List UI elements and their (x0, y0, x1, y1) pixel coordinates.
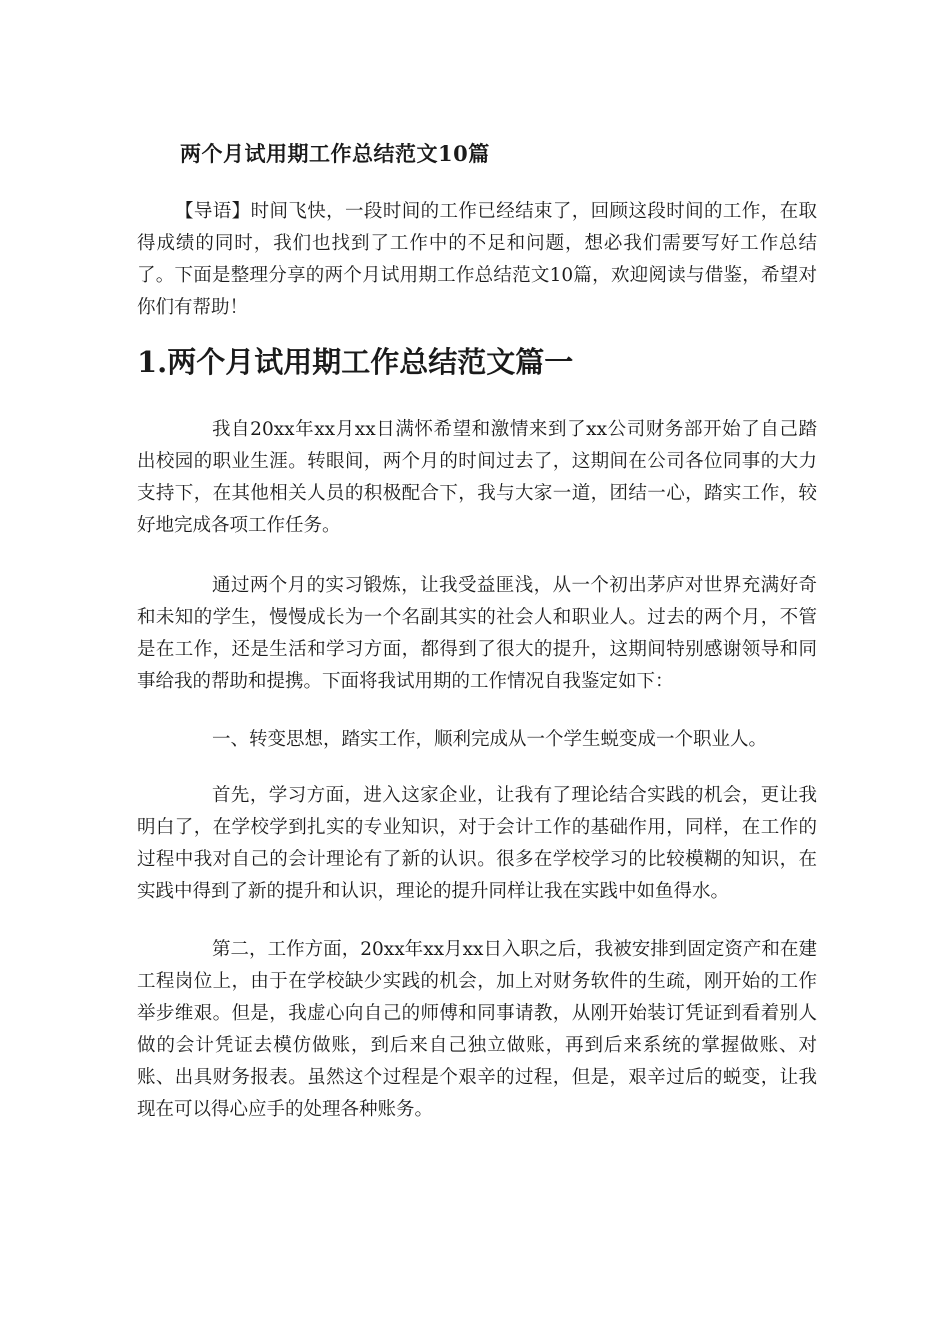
intro-paragraph: 【导语】时间飞快，一段时间的工作已经结束了，回顾这段时间的工作，在取得成绩的同时，我们也找到了工作中的不足和问题，想必我们需要写好工作总结了。下面是整理分享的两个月试用期工作总结范文10篇，欢迎阅读与借鉴，希望对你们有帮助！ (137, 201, 817, 318)
body-paragraph: 通过两个月的实习锻炼，让我受益匪浅，从一个初出茅庐对世界充满好奇和未知的学生，慢慢成长为一个名副其实的社会人和职业人。过去的两个月，不管是在工作，还是生活和学习方面，都得到了很大的提升，这期间特别感谢领导和同事给我的帮助和提携。下面将我试用期的工作情况自我鉴定如下： (137, 575, 817, 692)
body-paragraph: 一、转变思想，踏实工作，顺利完成从一个学生蜕变成一个职业人。 (212, 729, 768, 750)
body-paragraph: 我自20xx年xx月xx日满怀希望和激情来到了xx公司财务部开始了自己踏出校园的职业生涯。转眼间，两个月的时间过去了，这期间在公司各位同事的大力支持下，在其他相关人员的积极配合下，我与大家一道，团结一心，踏实工作，较好地完成各项工作任务。 (137, 419, 817, 536)
body-paragraph: 首先，学习方面，进入这家企业，让我有了理论结合实践的机会，更让我明白了，在学校学到扎实的专业知识，对于会计工作的基础作用，同样，在工作的过程中我对自己的会计理论有了新的认识。很多在学校学习的比较模糊的知识，在实践中得到了新的提升和认识，理论的提升同样让我在实践中如鱼得水。 (137, 785, 817, 902)
body-paragraph: 第二，工作方面，20xx年xx月xx日入职之后，我被安排到固定资产和在建工程岗位上，由于在学校缺少实践的机会，加上对财务软件的生疏，刚开始的工作举步维艰。但是，我虚心向自己的师傅和同事请教，从刚开始装订凭证到看着别人做的会计凭证去模仿做账，到后来自己独立做账，再到后来系统的掌握做账、对账、出具财务报表。虽然这个过程是个艰辛的过程，但是，艰辛过后的蜕变，让我现在可以得心应手的处理各种账务。 (137, 939, 817, 1120)
section-heading: 1.两个月试用期工作总结范文篇一 (137, 345, 574, 379)
document-title: 两个月试用期工作总结范文10篇 (180, 141, 490, 166)
